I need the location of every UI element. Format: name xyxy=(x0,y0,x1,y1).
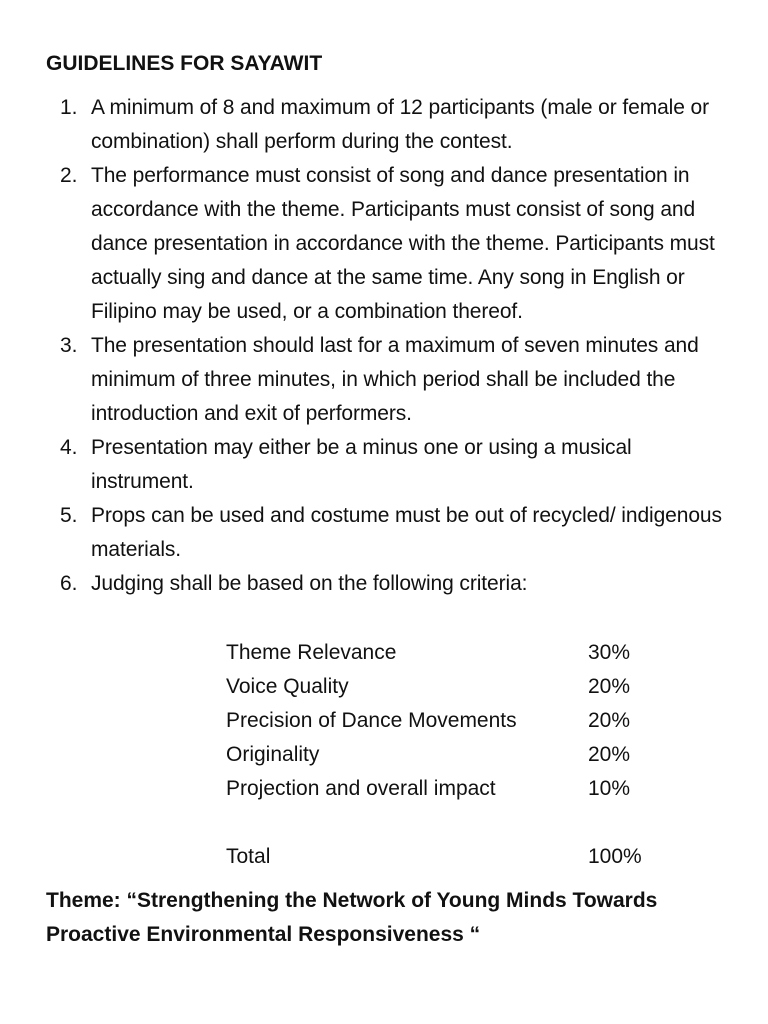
guideline-text: Props can be used and costume must be out of recycled/ indigenous materials. xyxy=(91,504,722,561)
guidelines-list xyxy=(60,91,732,601)
guideline-item xyxy=(60,91,732,159)
guideline-text: A minimum of 8 and maximum of 12 participants (male or female or combination) shall perform during the contest. xyxy=(91,96,710,153)
guideline-number: 4. xyxy=(60,436,78,459)
criteria-row xyxy=(226,738,656,772)
criteria-total-row xyxy=(226,840,656,874)
document-title: GUIDELINES FOR SAYAWIT xyxy=(46,52,323,75)
guideline-item xyxy=(60,567,732,601)
criteria-name: Voice Quality xyxy=(226,675,349,698)
criteria-name: Theme Relevance xyxy=(226,641,397,664)
criteria-row xyxy=(226,670,656,704)
total-percent: 100% xyxy=(588,845,642,868)
criteria-name: Projection and overall impact xyxy=(226,777,496,800)
guideline-number: 1. xyxy=(60,96,78,119)
guideline-number: 6. xyxy=(60,572,78,595)
guideline-item xyxy=(60,499,732,567)
guideline-text: The performance must consist of song and dance presentation in accordance with the theme. Participants must consist of song and dance presentation in accordance with the theme. Participants must actually sing and dance at the same time. Any song in English or Filipino may be used, or a combination thereof. xyxy=(91,164,715,323)
criteria-table xyxy=(226,636,656,806)
criteria-percent: 20% xyxy=(588,743,631,766)
criteria-row xyxy=(226,704,656,738)
criteria-row xyxy=(226,636,656,670)
guideline-text: Judging shall be based on the following criteria: xyxy=(91,572,528,595)
theme-statement: Theme: “Strengthening the Network of Young Minds Towards Proactive Environmental Responsiveness “ xyxy=(46,889,658,946)
criteria-percent: 10% xyxy=(588,777,631,800)
guideline-text: The presentation should last for a maximum of seven minutes and minimum of three minutes, in which period shall be included the introduction and exit of performers. xyxy=(91,334,699,425)
guideline-number: 2. xyxy=(60,164,78,187)
criteria-row xyxy=(226,772,656,806)
criteria-name: Precision of Dance Movements xyxy=(226,709,517,732)
criteria-name: Originality xyxy=(226,743,320,766)
total-label: Total xyxy=(226,845,271,868)
criteria-percent: 20% xyxy=(588,675,631,698)
guideline-item xyxy=(60,329,732,431)
guideline-item xyxy=(60,431,732,499)
criteria-percent: 20% xyxy=(588,709,631,732)
criteria-percent: 30% xyxy=(588,641,631,664)
guideline-number: 3. xyxy=(60,334,78,357)
guideline-item xyxy=(60,159,732,329)
guideline-text: Presentation may either be a minus one or using a musical instrument. xyxy=(91,436,632,493)
guideline-number: 5. xyxy=(60,504,78,527)
